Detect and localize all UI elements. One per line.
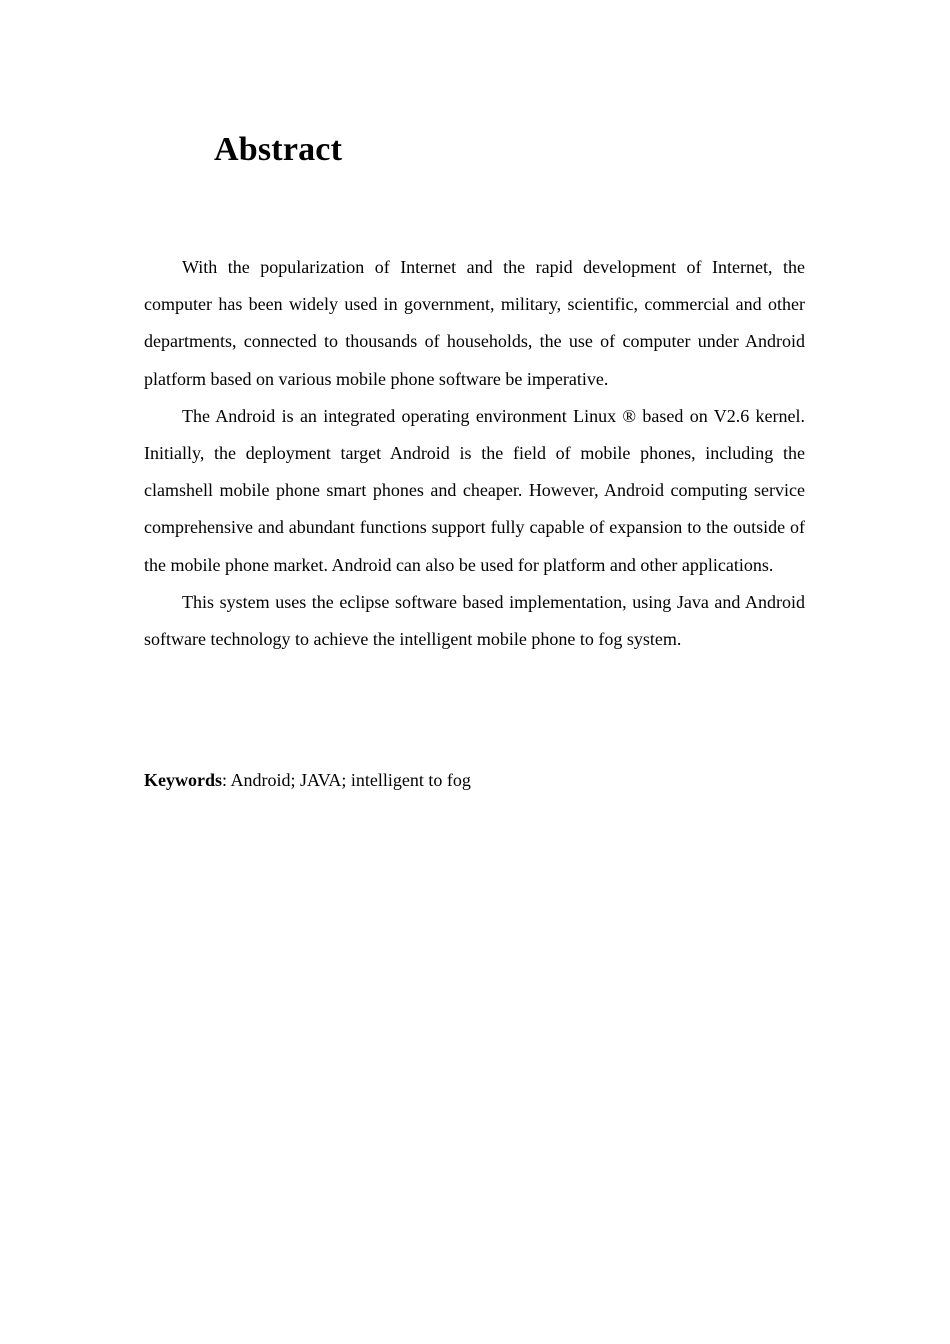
keywords-separator: : xyxy=(222,770,231,790)
abstract-paragraph-3: This system uses the eclipse software based implementation, using Java and Android software technology to achieve the intelligent mobile phone to fog system. xyxy=(144,591,805,650)
abstract-body xyxy=(144,249,805,658)
abstract-paragraph-1: With the popularization of Internet and the rapid development of Internet, the computer has been widely used in government, military, scientific, commercial and other departments, connected to thousands of households, the use of computer under Android platform based on various mobile phone software be imperative. xyxy=(144,257,805,389)
page-title: Abstract xyxy=(214,131,343,168)
abstract-paragraph-2: The Android is an integrated operating environment Linux ® based on V2.6 kernel. Initially, the deployment target Android is the field of mobile phones, including the clamshell mobile phone smart phones and cheaper. However, Android computing service comprehensive and abundant functions support fully capable of expansion to the outside of the mobile phone market. Android can also be used for platform and other applications. xyxy=(144,405,805,575)
keywords-line xyxy=(144,762,805,799)
keywords-label: Keywords xyxy=(144,770,222,790)
keywords-value: Android; JAVA; intelligent to fog xyxy=(230,770,471,790)
